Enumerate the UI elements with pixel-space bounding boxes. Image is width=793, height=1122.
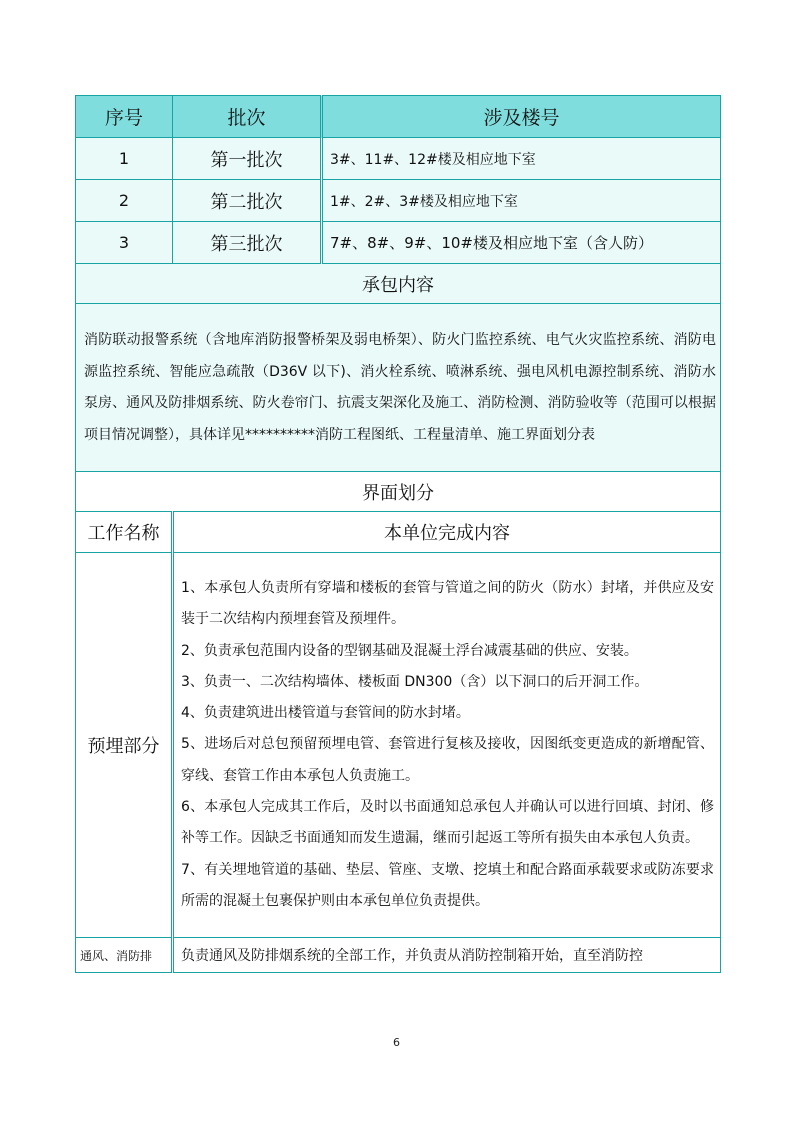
embed-item: 3、负责一、二次结构墙体、楼板面 DN300（含）以下洞口的后开洞工作。 — [181, 673, 649, 690]
table-header-row — [76, 96, 721, 138]
table-row — [76, 138, 721, 180]
header-buildings: 涉及楼号 — [322, 96, 721, 138]
table-row — [76, 222, 721, 264]
interface-title: 界面划分 — [76, 472, 721, 512]
page-number: 6 — [393, 1036, 400, 1049]
embed-item: 4、负责建筑进出楼管道与套管间的防水封堵。 — [181, 705, 470, 722]
header-batch: 批次 — [173, 96, 322, 138]
batch-name: 第三批次 — [173, 222, 322, 264]
embed-label: 预埋部分 — [76, 553, 173, 938]
scope-title: 承包内容 — [76, 264, 721, 304]
batch-no: 3 — [76, 222, 173, 264]
work-name-header: 工作名称 — [76, 512, 173, 553]
work-header-row — [76, 512, 721, 553]
vent-text: 负责通风及防排烟系统的全部工作，并负责从消防控制箱开始，直至消防控 — [173, 938, 721, 973]
batch-buildings: 3#、11#、12#楼及相应地下室 — [322, 138, 721, 180]
embed-content — [173, 553, 721, 938]
scope-text: 消防联动报警系统（含地库消防报警桥架及弱电桥架）、防火门监控系统、电气火灾监控系统、消防电源监控系统、智能应急疏散（D36V 以下)、消火栓系统、喷淋系统、强电风机电源控制系统、消防水泵房、通风及防排烟系统、防火卷帘门、抗震支架深化及施工、消防检测、消防验收等（范围可以根据项目情况调整），具体详见**********消防工程图纸、工程量清单、施工界面划分表 — [76, 304, 721, 472]
batch-no: 2 — [76, 180, 173, 222]
scope-title-row — [76, 264, 721, 304]
header-seq: 序号 — [76, 96, 173, 138]
interface-title-row — [76, 472, 721, 512]
embed-item: 5、进场后对总包预留预埋电管、套管进行复核及接收，因图纸变更造成的新增配管、穿线、套管工作由本承包人负责施工。 — [181, 736, 714, 784]
batch-name: 第一批次 — [173, 138, 322, 180]
batch-name: 第二批次 — [173, 180, 322, 222]
embed-item: 2、负责承包范围内设备的型钢基础及混凝土浮台减震基础的供应、安装。 — [181, 642, 638, 659]
work-content-header: 本单位完成内容 — [173, 512, 721, 553]
batch-buildings: 1#、2#、3#楼及相应地下室 — [322, 180, 721, 222]
vent-label: 通风、消防排 — [76, 938, 173, 973]
embed-item: 7、有关埋地管道的基础、垫层、管座、支墩、挖填土和配合路面承载要求或防冻要求所需的混凝土包裹保护则由本承包单位负责提供。 — [181, 861, 714, 909]
batch-no: 1 — [76, 138, 173, 180]
embed-row — [76, 553, 721, 938]
main-table — [75, 95, 721, 973]
embed-item: 6、本承包人完成其工作后，及时以书面通知总承包人并确认可以进行回填、封闭、修补等工作。因缺乏书面通知而发生遗漏，继而引起返工等所有损失由本承包人负责。 — [181, 799, 714, 847]
table-row — [76, 180, 721, 222]
scope-text-row — [76, 304, 721, 472]
vent-row — [76, 938, 721, 973]
batch-buildings: 7#、8#、9#、10#楼及相应地下室（含人防） — [322, 222, 721, 264]
embed-item: 1、本承包人负责所有穿墙和楼板的套管与管道之间的防火（防水）封堵，并供应及安装于二次结构内预埋套管及预埋件。 — [181, 580, 714, 628]
